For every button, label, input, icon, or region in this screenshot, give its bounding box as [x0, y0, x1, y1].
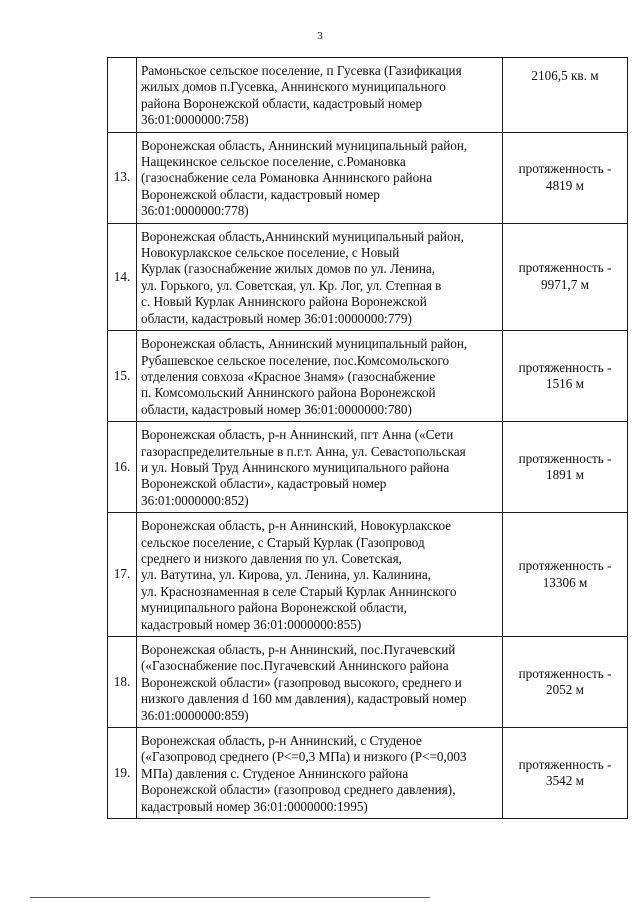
description-line: Воронежской области, кадастровый номер [141, 186, 380, 202]
description-line: с. Новый Курлак Аннинского района Воронежской [141, 294, 427, 310]
size-value: 4819 м [545, 177, 585, 193]
description-line: п. Комсомольский Аннинского района Воронежской [141, 385, 436, 401]
size-value: 2106,5 кв. м [531, 68, 599, 83]
row-description-cell [137, 513, 503, 637]
description-line: 36:01:0000000:852) [141, 492, 249, 508]
description-line: кадастровый номер 36:01:0000000:1995) [141, 798, 368, 814]
description-line: ул. Ватутина, ул. Кирова, ул. Ленина, ул. Калинина, [141, 567, 431, 583]
row-number-cell: 18. [108, 637, 137, 728]
description-line: Рамоньское сельское поселение, п Гусевка (Газификация [141, 63, 462, 78]
row-number-cell: 15. [108, 331, 137, 422]
size-value: 1891 м [545, 467, 585, 483]
table-row [108, 132, 628, 223]
description-line: 36:01:0000000:859) [141, 707, 249, 723]
row-size-cell [503, 331, 628, 422]
row-description-cell [137, 637, 503, 728]
row-description-cell [137, 422, 503, 513]
size-value: протяженность - [518, 260, 612, 276]
size-value: 13306 м [542, 574, 588, 590]
description-line: Воронежская область, р-н Аннинский, с Студеное [141, 733, 422, 749]
description-line: («Газоснабжение пос.Пугачевский Аннинского района [141, 658, 449, 674]
row-number-cell: 13. [108, 132, 137, 223]
table-row [108, 637, 628, 728]
description-line: Нащекинское сельское поселение, с.Романовка [141, 154, 406, 170]
table-row [108, 728, 628, 819]
row-number-cell: 16. [108, 422, 137, 513]
description-line: ул. Краснознаменная в селе Старый Курлак Аннинского [141, 583, 457, 599]
description-line: отделения совхоза «Красное Знамя» (газоснабжение [141, 368, 436, 384]
row-size-cell [503, 513, 628, 637]
row-description-cell [137, 132, 503, 223]
size-value: 9971,7 м [541, 276, 589, 292]
description-line: 36:01:0000000:778) [141, 203, 249, 219]
registry-table-body [108, 58, 628, 819]
description-line: Воронежская область,Аннинский муниципальный район, [141, 228, 464, 244]
size-value: протяженность - [518, 359, 612, 375]
table-row [108, 58, 628, 133]
description-line: и ул. Новый Труд Аннинского муниципального района [141, 459, 450, 475]
description-line: области, кадастровый номер 36:01:0000000:780) [141, 401, 412, 417]
size-value: 1516 м [545, 376, 585, 392]
table-row [108, 331, 628, 422]
footer-divider [30, 897, 430, 898]
description-line: 36:01:0000000:758) [141, 112, 249, 128]
description-line: Рубашевское сельское поселение, пос.Комсомольского [141, 352, 450, 368]
size-value: 2052 м [545, 682, 585, 698]
size-value: протяженность - [518, 450, 612, 466]
description-line: области, кадастровый номер 36:01:0000000:779) [141, 310, 412, 326]
size-value: протяженность - [518, 558, 612, 574]
size-value: 3542 м [545, 773, 585, 789]
description-line: газораспределительные в п.г.т. Анна, ул. Севастопольская [141, 443, 466, 459]
row-description-cell [137, 331, 503, 422]
description-line: среднего и низкого давления по ул. Советская, [141, 550, 402, 566]
description-line: низкого давления d 160 мм давления), кадастровый номер [141, 691, 467, 707]
description-line: Воронежская область, Аннинский муниципальный район, [141, 336, 468, 352]
description-line: Воронежской области», кадастровый номер [141, 476, 387, 492]
row-size-cell [503, 422, 628, 513]
description-line: ул. Горького, ул. Советская, ул. Кр. Лог, ул. Степная в [141, 277, 442, 293]
table-row [108, 422, 628, 513]
description-line: Воронежская область, р-н Аннинский, Новокурлакское [141, 518, 452, 534]
property-registry-table [107, 57, 628, 819]
size-value: протяженность - [518, 756, 612, 772]
description-line: сельское поселение, с Старый Курлак (Газопровод [141, 534, 425, 550]
row-description-cell [137, 58, 503, 133]
description-line: Новокурлакское сельское поселение, с Новый [141, 245, 400, 261]
row-size-cell [503, 132, 628, 223]
size-value: протяженность - [518, 161, 612, 177]
table-row [108, 513, 628, 637]
row-number-cell: 14. [108, 223, 137, 330]
description-line: кадастровый номер 36:01:0000000:855) [141, 616, 362, 632]
size-value: протяженность - [518, 665, 612, 681]
row-number-cell [108, 58, 137, 133]
row-description-cell [137, 728, 503, 819]
row-size-cell [503, 637, 628, 728]
description-line: Воронежской области» (газопровод высокого, среднего и [141, 674, 462, 690]
description-line: Воронежская область, р-н Аннинский, пос.Пугачевский [141, 642, 456, 657]
row-number-cell: 17. [108, 513, 137, 637]
table-row [108, 223, 628, 330]
description-line: (газоснабжение села Романовка Аннинского района [141, 170, 433, 186]
description-line: муниципального района Воронежской области, [141, 600, 407, 616]
description-line: («Газопровод среднего (Р<=0,3 МПа) и низкого (Р<=0,003 [141, 749, 467, 765]
page-number: 3 [317, 30, 323, 42]
description-line: Курлак (газоснабжение жилых домов по ул. Ленина, [141, 261, 436, 277]
description-line: Воронежская область, р-н Аннинский, пгт Анна («Сети [141, 427, 454, 443]
description-line: жилых домов п.Гусевка, Аннинского муниципального [141, 79, 446, 95]
description-line: МПа) давления с. Студеное Аннинского района [141, 765, 409, 781]
row-description-cell [137, 223, 503, 330]
row-size-cell [503, 728, 628, 819]
row-size-cell [503, 223, 628, 330]
row-size-cell [503, 58, 628, 133]
description-line: района Воронежской области, кадастровый номер [141, 95, 423, 111]
description-line: Воронежской области» (газопровод среднего давления), [141, 782, 456, 798]
description-line: Воронежская область, Аннинский муниципальный район, [141, 137, 468, 153]
row-number-cell: 19. [108, 728, 137, 819]
